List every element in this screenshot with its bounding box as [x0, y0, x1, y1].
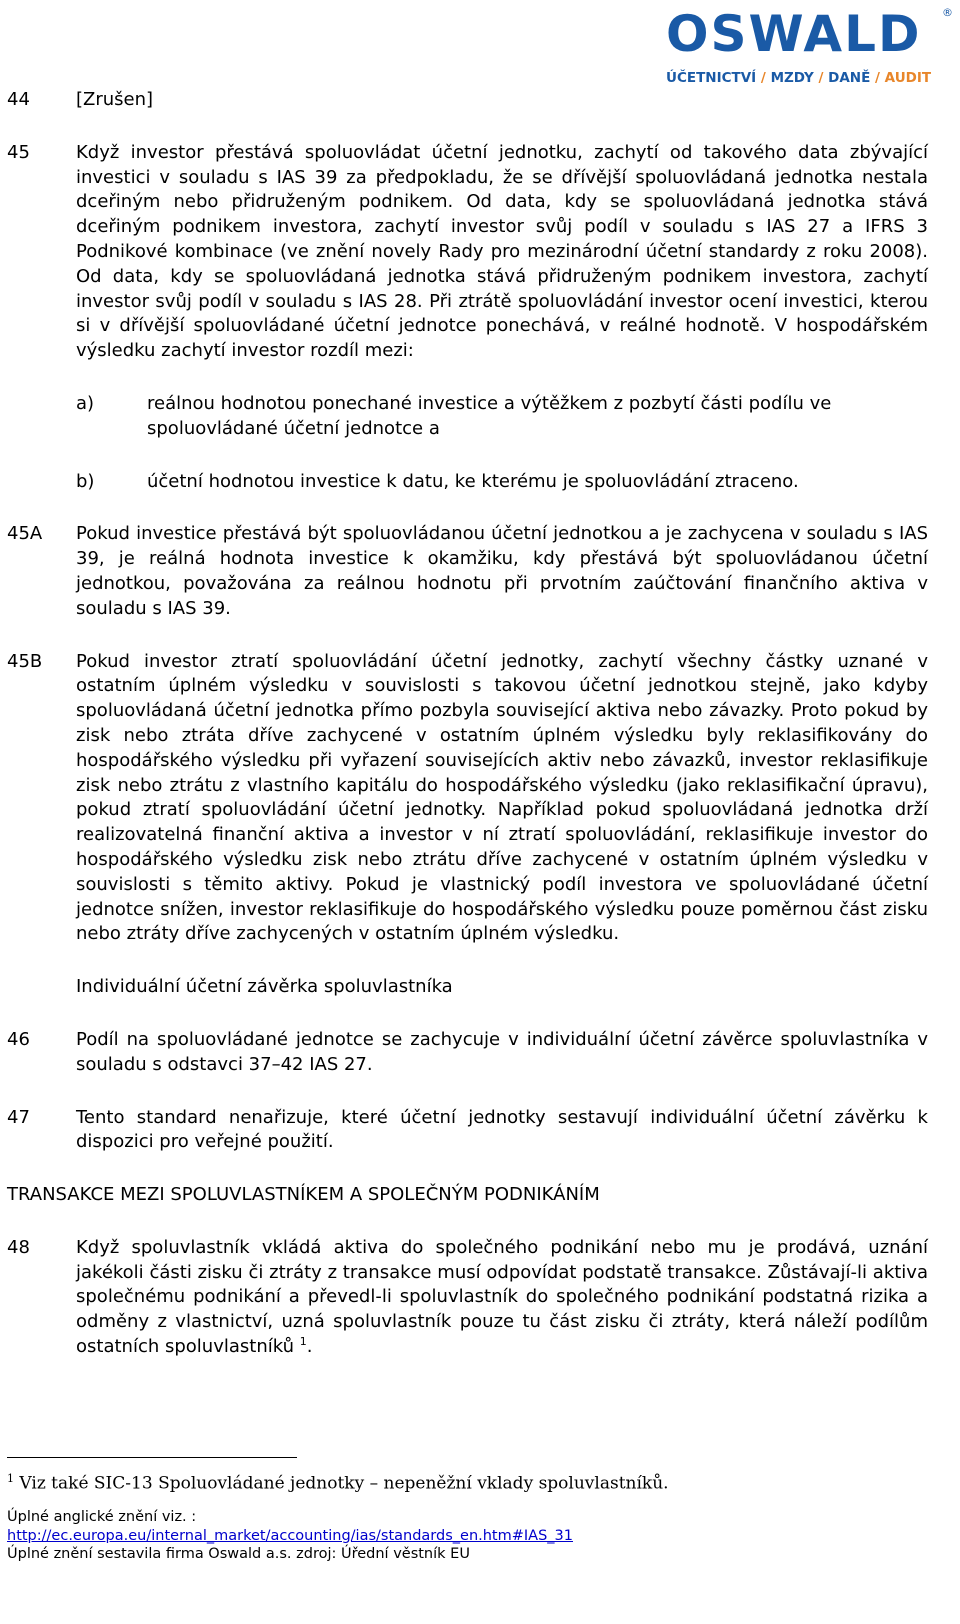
- paragraph-44: [7, 88, 928, 113]
- document-body: [7, 88, 928, 1388]
- paragraph-46: [7, 1028, 928, 1078]
- paragraph-48-body: Když spoluvlastník vkládá aktiva do společného podnikání nebo mu je prodává, uznání jakékoli části zisku či ztráty z transakce musí odpovídat podstatě transakce. Zůstávají-li aktiva společnému podnikání a převedl-li spoluvlastník do společného podnikání podstatná rizika a odměny z vlastnictví, uzná spoluvlastník pouze tu část zisku či ztráty, která náleží podílům ostatních spoluvlastníků: [76, 1236, 928, 1358]
- logo-wordmark: OSWALD: [666, 5, 922, 63]
- paragraph-45B: [7, 650, 928, 948]
- paragraph-number: 47: [7, 1106, 30, 1128]
- paragraph-text: Pokud investice přestává být spoluovládanou účetní jednotkou a je zachycena v souladu s IAS 39, je reálná hodnota investice k okamžiku, kdy přestává být spoluovládanou účetní jednotkou, považována za reálnou hodnotu při prvotním zaúčtování finančního aktiva v souladu s IAS 39.: [76, 523, 928, 619]
- list-item-b: [76, 470, 928, 495]
- subheading: Individuální účetní závěrka spoluvlastníka: [76, 976, 453, 998]
- footnote-text: Viz také SIC-13 Spoluovládané jednotky – nepeněžní vklady spoluvlastníků.: [19, 1473, 669, 1494]
- list-item-text: účetní hodnotou investice k datu, ke kterému je spoluovládání ztraceno.: [147, 470, 799, 492]
- paragraph-number: 44: [7, 89, 30, 110]
- footnote-reference[interactable]: 1: [299, 1335, 307, 1349]
- footer-line-1: Úplné anglické znění viz. :: [7, 1509, 197, 1525]
- logo-tag-ucetnictvi: ÚČETNICTVÍ: [666, 70, 757, 86]
- oswald-logo: [660, 4, 960, 90]
- paragraph-number: 46: [7, 1028, 30, 1050]
- logo-tag-audit: AUDIT: [884, 70, 932, 86]
- paragraph-47: [7, 1106, 928, 1156]
- paragraph-text: [Zrušen]: [76, 89, 154, 110]
- logo-tag-mzdy: MZDY: [770, 70, 814, 86]
- footer-line-3: Úplné znění sestavila firma Oswald a.s. zdroj: Úřední věstník EU: [7, 1546, 470, 1562]
- paragraph-text: Podíl na spoluovládané jednotce se zachycuje v individuální účetní závěrce spoluvlastníka v souladu s odstavci 37–42 IAS 27.: [76, 1028, 928, 1075]
- logo-tag-dane: DANĚ: [828, 70, 871, 86]
- list-item-a: [76, 392, 928, 442]
- paragraph-45: [7, 141, 928, 364]
- paragraph-number: 45B: [7, 650, 43, 672]
- footer-link[interactable]: http://ec.europa.eu/internal_market/accounting/ias/standards_en.htm#IAS_31: [7, 1527, 573, 1544]
- paragraph-text: Když investor přestává spoluovládat účetní jednotku, zachytí od takového data zbývající investici v souladu s IAS 39 za předpokladu, že se dřívější spoluovládaná jednotka nestala dceřiným nebo přidruženým podnikem. Od data, kdy se spoluovládaná jednotka stává dceřiným podnikem investora, zachytí investor svůj podíl v souladu s IAS 27 a IFRS 3 Podnikové kombinace (ve znění novely Rady pro mezinárodní účetní standardy z roku 2008). Od data, kdy se spoluovládaná jednotka stává přidruženým podnikem investora, zachytí investor svůj podíl v souladu s IAS 28. Při ztrátě spoluovládání investor ocení investici, kterou si v dřívější spoluovládané účetní jednotce ponechává, v reálné hodnotě. V hospodářském výsledku zachytí investor rozdíl mezi:: [76, 141, 928, 362]
- paragraph-number: 45A: [7, 523, 43, 545]
- paragraph-number: 48: [7, 1236, 30, 1258]
- logo-tagline: ÚČETNICTVÍ / MZDY / DANĚ / AUDIT: [666, 70, 932, 86]
- paragraph-48: [7, 1236, 928, 1360]
- paragraph-text: Pokud investor ztratí spoluovládání účetní jednotky, zachytí všechny částky uznané v ostatním úplném výsledku v souvislosti s takovou účetní jednotkou stejně, jako kdyby spoluovládaná účetní jednotka přímo pozbyla související aktiva nebo závazky. Proto pokud by zisk nebo ztráta dříve zachycené v ostatním úplném výsledku byly reklasifikovány do hospodářského výsledku při vyřazení souvisejících aktiv nebo závazků, investor reklasifikuje zisk nebo ztrátu z vlastního kapitálu do hospodářského výsledku (jako reklasifikační úpravu), pokud ztratí spoluovládání účetní jednotky. Například pokud spoluovládaná jednotka drží realizovatelná finanční aktiva a investor v ní ztratí spoluovládání, reklasifikuje investor do hospodářského výsledku zisk nebo ztrátu dříve zachycené v ostatním úplném výsledku v souvislosti s těmito aktivy. Pokud je vlastnický podíl investora ve spoluovládané účetní jednotce snížen, investor reklasifikuje do hospodářského výsledku pouze poměrnou část zisku nebo ztráty dříve zachycených v ostatním úplném výsledku.: [76, 650, 928, 945]
- footnote-divider: [7, 1457, 297, 1458]
- list-item-text: reálnou hodnotou ponechané investice a výtěžkem z pozbytí části podílu ve spoluovládané účetní jednotce a: [147, 392, 832, 439]
- paragraph-text: [76, 1236, 928, 1360]
- paragraph-45A: [7, 522, 928, 621]
- paragraph-48-end: .: [306, 1336, 313, 1358]
- logo-registered-mark: ®: [942, 6, 953, 19]
- paragraph-text: Tento standard nenařizuje, které účetní jednotky sestavují individuální účetní závěrku k dispozici pro veřejné použití.: [76, 1106, 928, 1153]
- footnote-mark: 1: [7, 1472, 14, 1485]
- list-item-label: a): [76, 392, 95, 414]
- paragraph-number: 45: [7, 141, 30, 163]
- list-item-label: b): [76, 470, 95, 492]
- section-heading: TRANSAKCE MEZI SPOLUVLASTNÍKEM A SPOLEČNÝM PODNIKÁNÍM: [7, 1184, 600, 1206]
- footnote: [7, 1468, 907, 1495]
- page-footer: [7, 1508, 947, 1564]
